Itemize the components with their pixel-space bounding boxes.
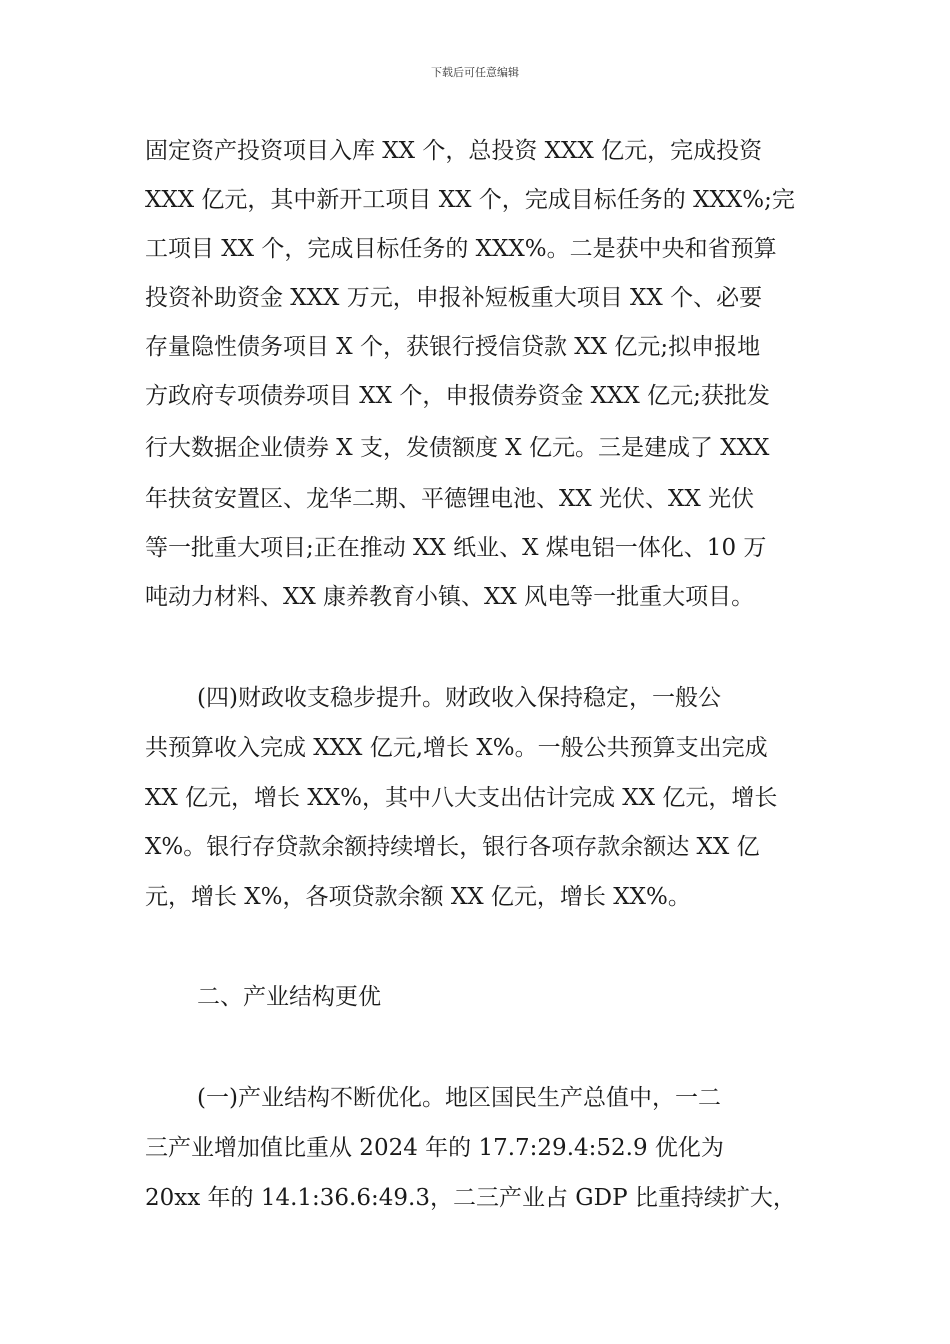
paragraph-heading-line: (一)产业结构不断优化。地区国民生产总值中，一二: [197, 1085, 721, 1111]
text-line: XXX 亿元，其中新开工项目 XX 个，完成目标任务的 XXX%;完: [145, 187, 795, 213]
page-header-note: 下载后可任意编辑: [431, 66, 519, 79]
text-line: 投资补助资金 XXX 万元，申报补短板重大项目 XX 个、必要: [145, 285, 763, 311]
text-line: 三产业增加值比重从 2024 年的 17.7:29.4:52.9 优化为: [145, 1135, 724, 1161]
text-line: 20xx 年的 14.1:36.6:49.3，二三产业占 GDP 比重持续扩大，: [145, 1185, 796, 1211]
text-line: 共预算收入完成 XXX 亿元,增长 X%。一般公共预算支出完成: [145, 735, 768, 761]
text-line: 等一批重大项目;正在推动 XX 纸业、X 煤电铝一体化、10 万: [145, 535, 767, 561]
text-line: 行大数据企业债券 X 支，发债额度 X 亿元。三是建成了 XXX: [145, 435, 770, 461]
text-line: 方政府专项债券项目 XX 个，申报债券资金 XXX 亿元;获批发: [145, 383, 770, 409]
text-line: 年扶贫安置区、龙华二期、平德锂电池、XX 光伏、XX 光伏: [145, 486, 755, 512]
text-line: 存量隐性债务项目 X 个，获银行授信贷款 XX 亿元;拟申报地: [145, 334, 761, 360]
paragraph-heading-line: (四)财政收支稳步提升。财政收入保持稳定，一般公: [197, 685, 721, 711]
text-line: 工项目 XX 个，完成目标任务的 XXX%。二是获中央和省预算: [145, 236, 777, 262]
text-line: XX 亿元，增长 XX%，其中八大支出估计完成 XX 亿元，增长: [145, 785, 778, 811]
text-line: 吨动力材料、XX 康养教育小镇、XX 风电等一批重大项目。: [145, 584, 755, 610]
text-line: 固定资产投资项目入库 XX 个，总投资 XXX 亿元，完成投资: [145, 138, 763, 164]
section-heading: 二、产业结构更优: [197, 984, 381, 1010]
text-line: 元，增长 X%，各项贷款余额 XX 亿元，增长 XX%。: [145, 884, 691, 910]
text-line: X%。银行存贷款余额持续增长，银行各项存款余额达 XX 亿: [145, 834, 760, 860]
